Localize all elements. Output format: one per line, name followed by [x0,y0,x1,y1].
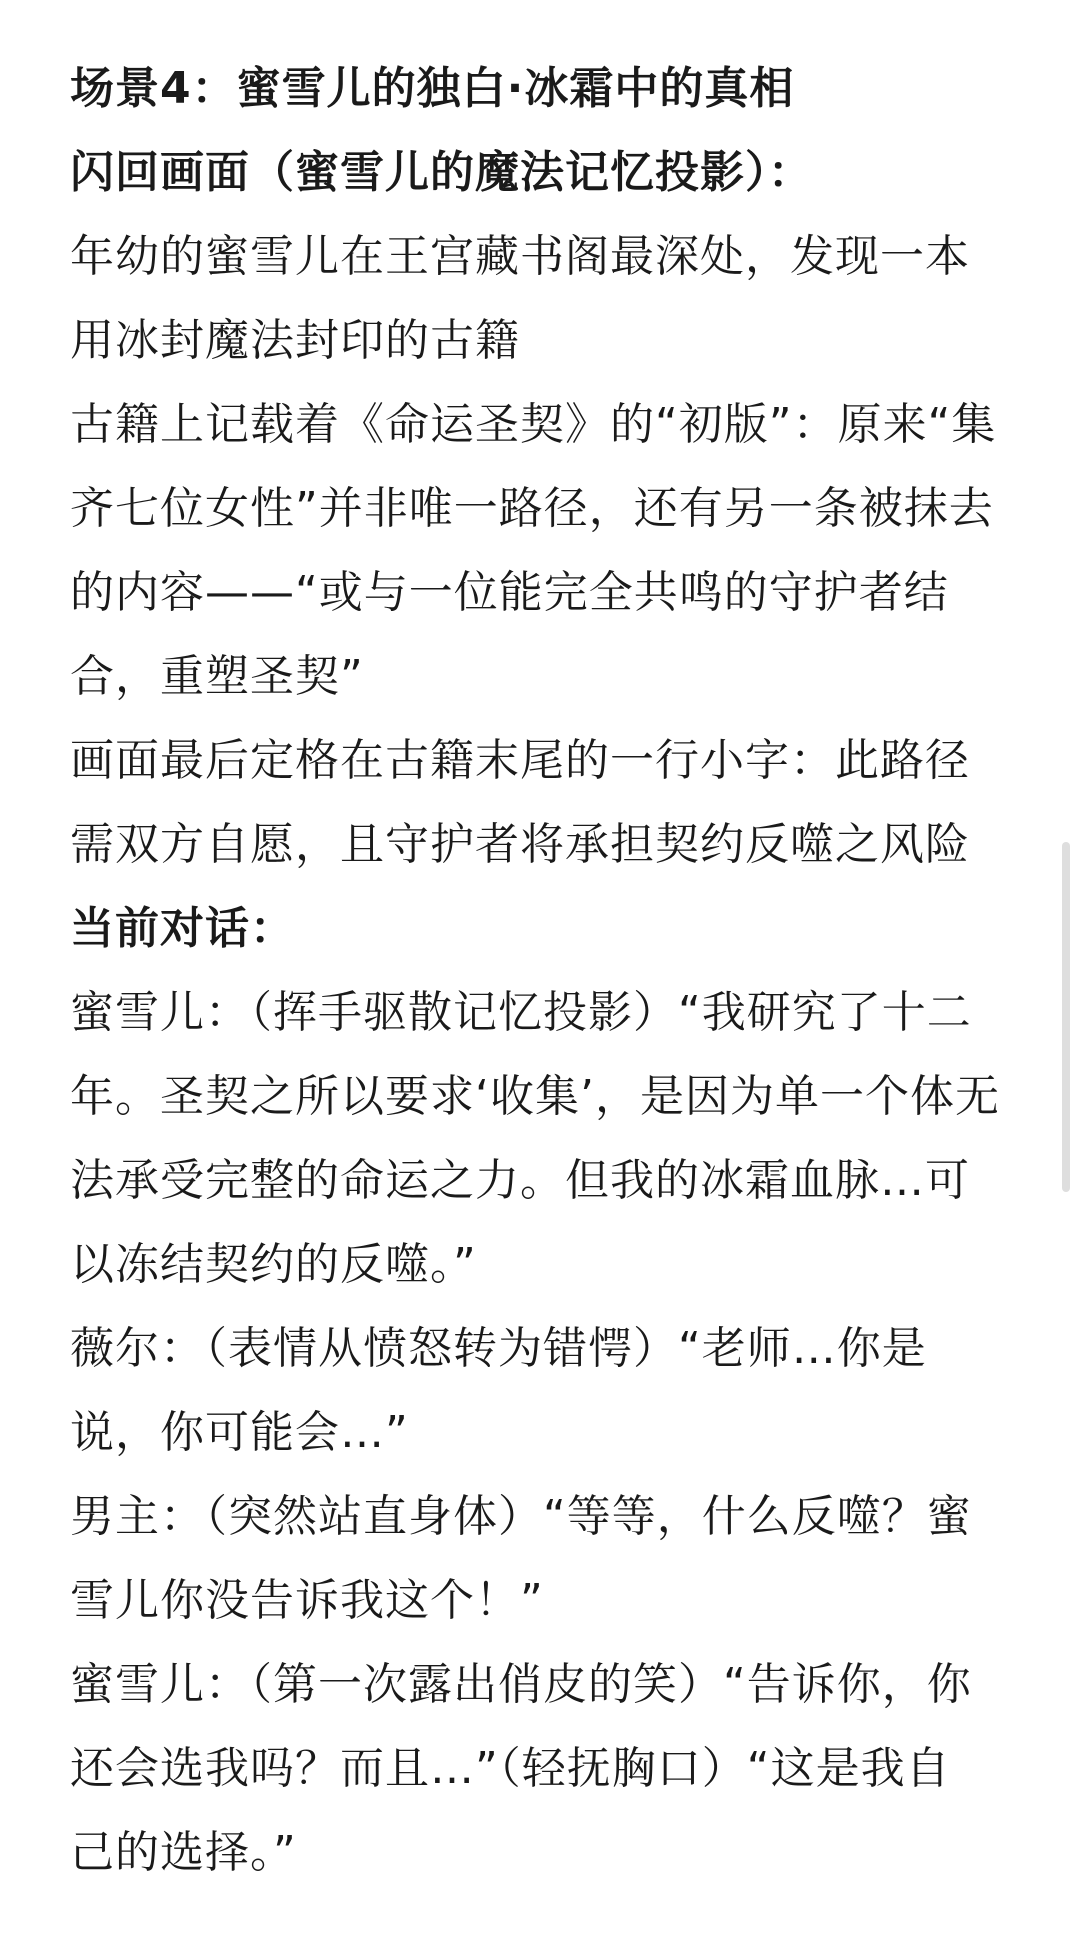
dialogue-line: 说，你可能会…” [70,1407,409,1458]
dialogue-line: 薇尔：（表情从愤怒转为错愕）“老师…你是 [70,1323,927,1374]
dialogue-line: 以冻结契约的反噬。” [70,1239,477,1290]
text-line: 需双方自愿，且守护者将承担契约反噬之风险 [70,819,970,870]
text-line: 年幼的蜜雪儿在王宫藏书阁最深处，发现一本 [70,231,970,282]
dialogue-line: 还会选我吗？而且…”（轻抚胸口）“这是我自 [70,1743,951,1794]
dialogue-section [70,971,1030,1895]
dialogue-line: 己的选择。” [70,1827,297,1878]
scene-title: 场景4：蜜雪儿的独白·冰霜中的真相 [70,63,795,114]
text-line: 合，重塑圣契” [70,651,364,702]
flashback-section [70,215,1030,887]
text-line: 的内容——“或与一位能完全共鸣的守护者结 [70,567,949,618]
text-line: 用冰封魔法封印的古籍 [70,315,520,366]
dialogue-line: 男主：（突然站直身体）“等等，什么反噬？蜜 [70,1491,972,1542]
document-body [70,47,1030,1895]
dialogue-heading: 当前对话： [70,903,295,954]
dialogue-line: 蜜雪儿：（挥手驱散记忆投影）“我研究了十二 [70,987,972,1038]
dialogue-line: 年。圣契之所以要求‘收集’，是因为单一个体无 [70,1071,1000,1122]
flashback-heading: 闪回画面（蜜雪儿的魔法记忆投影）： [70,147,813,198]
text-line: 古籍上记载着《命运圣契》的“初版”：原来“集 [70,399,997,450]
dialogue-line: 蜜雪儿：（第一次露出俏皮的笑）“告诉你，你 [70,1659,972,1710]
text-line: 画面最后定格在古籍末尾的一行小字：此路径 [70,735,970,786]
dialogue-line: 法承受完整的命运之力。但我的冰霜血脉…可 [70,1155,970,1206]
text-line: 齐七位女性”并非唯一路径，还有另一条被抹去 [70,483,994,534]
vertical-scrollbar[interactable] [1062,842,1070,1192]
dialogue-line: 雪儿你没告诉我这个！” [70,1575,544,1626]
